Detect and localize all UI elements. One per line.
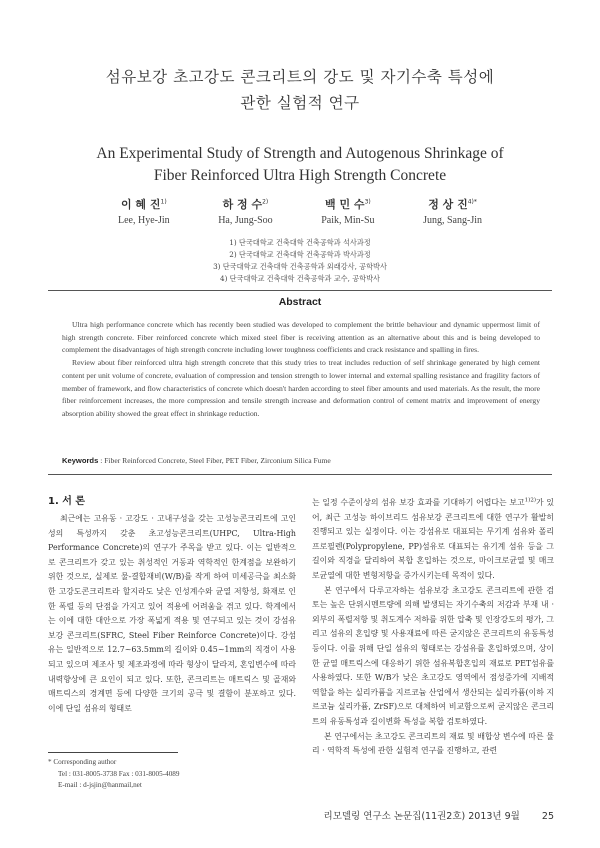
author-2-english-name: Ha, Jung-Soo [218, 215, 273, 226]
abstract-bottom-rule [48, 474, 552, 475]
abstract-paragraph-1: Ultra high performance concrete which has recently been studied was developed to complement the brittle behaviour and dynamic uppermost limit of high strength concrete. Fiber reinforced concrete which mixed steel fiber is receiving attention as an alternative about this and is being developed to complement the disadvantages of high strength concrete including lower toughness coefficients and crack resistance and spalling in fires. [62, 320, 540, 355]
footnote-corresponding-author: * Corresponding author [48, 758, 117, 766]
left-column [48, 512, 296, 716]
footnote-rule [48, 752, 178, 753]
keywords-label: Keywords [62, 456, 99, 465]
author-4-english-name: Jung, Sang-Jin [423, 215, 482, 226]
abstract-body [62, 319, 540, 421]
author-2 [218, 196, 272, 226]
korean-title-line-1: 섬유보강 초고강도 콘크리트의 강도 및 자기수축 특성에 [105, 68, 495, 86]
author-1-korean-name: 이 혜 진 [120, 198, 161, 211]
affiliation-1: 1) 단국대학교 건축대학 건축공학과 석사과정 [229, 238, 371, 247]
right-column-paragraph-2: 본 연구에서 다루고자하는 섬유보강 초고강도 콘크리트에 관한 검토는 높은 단위시멘트량에 의해 발생되는 자기수축의 저감과 부재 내 · 외부의 폭렬저항 및 취도계수 저하를 위한 압축 및 인장강도의 평가, 그리고 섬유의 혼입량 및 사용재료에 따른 굳지않은 콘크리트의 유동특성 등이다. 이를 위해 단일 섬유의 형태로는 강섬유를 혼입하였으며, 상이한 균열 매트릭스에 대응하기 위한 섬유복합혼입의 재료로 PET섬유를 사용하였다. 또한 W/B가 낮은 초고강도 영역에서 점성증가에 지배적 역할을 하는 실리카퓸을 지르코늄 산업에서 생산되는 실리카퓸(이하 지르코늄 실리카퓸, ZrSF)으로 대체하여 비교함으로써 굳지않은 콘크리트의 유동특성과 길이변화 특성을 복합 검토하였다. [312, 585, 554, 726]
korean-title-line-2: 관한 실험적 연구 [240, 94, 360, 112]
author-1 [118, 196, 170, 226]
affiliation-list [100, 237, 500, 285]
section-1-heading: 1. 서 론 [48, 496, 86, 507]
right-paragraph-1-start: 는 일정 수준이상의 섬유 보강 효과를 기대하기 어렵다는 보고 [312, 498, 525, 507]
right-column [312, 496, 554, 759]
citation-ref: 1)2) [524, 497, 536, 504]
author-3-english-name: Paik, Min-Su [321, 215, 375, 226]
journal-citation: 리모델링 연구소 논문집(11권2호) 2013년 9월 [323, 811, 520, 822]
author-1-english-name: Lee, Hye-Jin [118, 215, 170, 226]
affiliation-4: 4) 단국대학교 건축대학 건축공학과 교수, 공학박사 [220, 274, 380, 283]
right-column-paragraph-1 [312, 496, 554, 584]
author-4-korean-name: 정 상 진 [428, 198, 468, 211]
author-1-affiliation-mark: 1) [160, 198, 167, 206]
author-4-affiliation-mark: 4)* [467, 198, 477, 206]
page-number: 25 [541, 811, 554, 822]
left-column-paragraph-1: 최근에는 고유동 · 고강도 · 고내구성을 갖는 고성능콘크리트에 고인성의 특성까지 갖춘 초고성능콘크리트(UHPC, Ultra-High Performance Concrete)의 연구가 주목을 받고 있다. 이는 일반적으로 콘크리트가 갖고 있는 취성적인 거동과 역학적인 한계점을 보완하기 위한 것으로, 실제로 물-결합재비(W/B)를 작게 하여 미세공극을 최소화한 고강도콘크리트라 할지라도 낮은 인성계수와 균열 저항성, 화재로 인한 폭렬 등의 단점을 가지고 있어 적용에 어려움을 겪고 있다. 학계에서는 이에 대한 대안으로 가장 폭넓게 적용 및 연구되고 있는 것이 강섬유 보강 콘크리트(SFRC, Steel Fiber Reinforce Concrete)이다. 강섬유는 일반적으로 12.7~63.5mm의 길이와 0.45~1mm의 직경이 사용되고 있으며 제조사 및 제조과정에 따라 형상이 달라져, 혼입변수에 따라 내력향상에 큰 요인이 되고 있다. 또한, 콘크리트는 매트릭스 및 골재와 매트릭스의 경계면 등에 다양한 크기의 공극 및 결함이 분포하고 있다. 이에 단일 섬유의 형태로 [48, 514, 296, 713]
footnote-email: E-mail : d-jsjin@hanmail,net [58, 781, 142, 790]
abstract-paragraph-2: Review about fiber reinforced ultra high strength concrete that this study tries to treat includes reduction of self shrinkage generated by high cement content per unit volume of concrete, evaluation of compression and tension strength to lower internal and external spalling resistance and fragility factors of member of framework, and flow characteristics of concrete which doesn't harden according to steel fiber amounts and used materials. As the result, the more fiber reinforcement increases, the more compression and tensile strength increase and deformation control of cement matrix and improvement of energy absorption ability showed the great effect in shrinkage reduction. [62, 358, 540, 418]
korean-title [60, 64, 540, 116]
author-2-korean-name: 하 정 수 [222, 198, 263, 211]
abstract-top-rule [48, 290, 552, 291]
keywords-line [62, 456, 540, 465]
right-column-paragraph-3: 본 연구에서는 초고강도 콘크리트의 재료 및 배합상 변수에 따른 물리 · 역학적 특성에 관한 실험적 연구를 진행하고, 관련 [312, 731, 554, 756]
author-2-affiliation-mark: 2) [262, 198, 269, 206]
affiliation-2: 2) 단국대학교 건축대학 건축공학과 박사과정 [229, 250, 371, 259]
english-title-line-2: Fiber Reinforced Ultra High Strength Concrete [153, 167, 447, 184]
right-paragraph-1-rest: 가 있어, 최근 고성능 하이브리드 섬유보강 콘크리트에 대한 연구가 활발히 진행되고 있는 실정이다. 이는 강섬유로 대표되는 무기계 섬유와 폴리프로필렌(Polypropylene, PP)섬유로 대표되는 유기계 섬유 등을 그 길이와 직경을 달리하여 복합 혼입하는 것으로, 마이크로균열 및 매크로균열에 대한 변형저항을 증가시키는데 목적이 있다. [312, 498, 554, 580]
abstract-heading: Abstract [278, 296, 322, 308]
author-list [118, 196, 482, 226]
author-4 [423, 196, 482, 226]
author-3 [321, 196, 374, 226]
english-title-line-1: An Experimental Study of Strength and Autogenous Shrinkage of [96, 145, 504, 162]
author-3-affiliation-mark: 3) [364, 198, 371, 206]
page-footer [300, 808, 554, 822]
english-title [60, 143, 540, 187]
keywords-text: : Fiber Reinforced Concrete, Steel Fiber, PET Fiber, Zirconium Silica Fume [98, 456, 331, 465]
author-3-korean-name: 백 민 수 [325, 198, 365, 211]
footnote-phone-fax: Tel : 031-8005-3738 Fax : 031-8005-4089 [58, 769, 180, 778]
footnote [48, 757, 298, 792]
affiliation-3: 3) 단국대학교 건축대학 건축공학과 외래강사, 공학박사 [213, 262, 387, 271]
